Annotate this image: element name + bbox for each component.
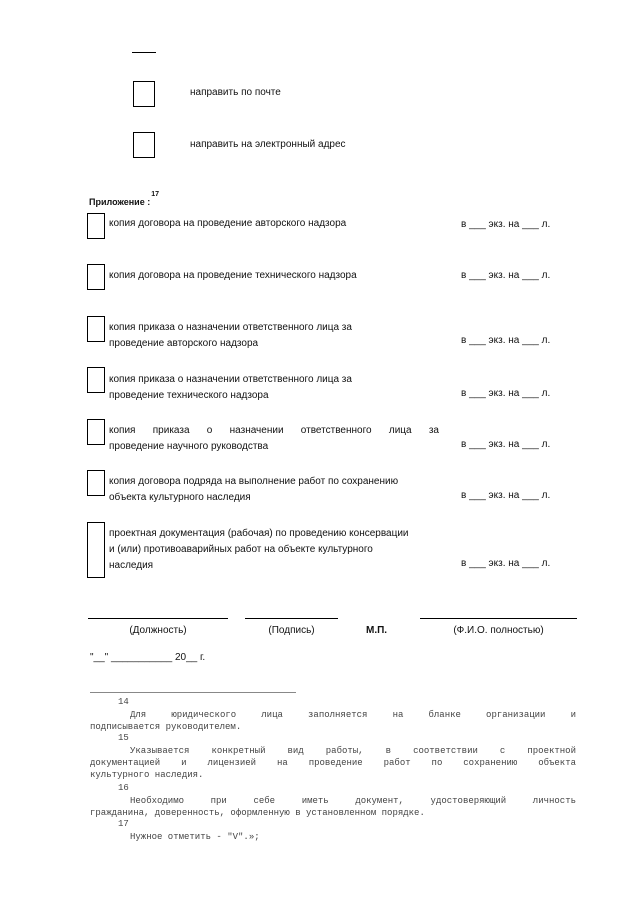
appendix-item-4-line-1: копия приказа о назначении ответственного лица за: [109, 374, 352, 385]
name-line: [420, 618, 577, 619]
appendix-item-4: [109, 372, 439, 404]
signature-line: [245, 618, 338, 619]
appendix-checkbox-2[interactable]: [87, 264, 105, 290]
footnote-16-number: 16: [118, 783, 129, 793]
appendix-title: [89, 191, 160, 207]
appendix-qty-1: в ___ экз. на ___ л.: [461, 219, 551, 230]
appendix-qty-3: в ___ экз. на ___ л.: [461, 335, 551, 346]
appendix-item-6-line-2: объекта культурного наследия: [109, 492, 251, 503]
option-email-label: направить на электронный адрес: [190, 139, 346, 150]
footnote-15-line-3: культурного наследия.: [90, 770, 204, 780]
appendix-item-7-line-2: и (или) противоаварийных работ на объекте культурного: [109, 544, 373, 555]
appendix-title-text: Приложение :: [89, 197, 151, 207]
signature-label: (Подпись): [268, 625, 315, 636]
appendix-qty-5: в ___ экз. на ___ л.: [461, 439, 551, 450]
name-label: (Ф.И.О. полностью): [453, 625, 544, 636]
footnote-separator: [90, 692, 296, 693]
appendix-checkbox-1[interactable]: [87, 213, 105, 239]
blank-line: [132, 52, 156, 53]
footnote-15-line-1: Указывается конкретный вид работы, в соответствии с проектной: [130, 746, 576, 756]
appendix-checkbox-7[interactable]: [87, 522, 105, 578]
appendix-item-3-line-2: проведение авторского надзора: [109, 338, 259, 349]
appendix-qty-7: в ___ экз. на ___ л.: [461, 558, 551, 569]
footnote-17-number: 17: [118, 819, 129, 829]
position-label: (Должность): [129, 625, 187, 636]
email-checkbox[interactable]: [133, 132, 155, 158]
appendix-qty-2: в ___ экз. на ___ л.: [461, 270, 551, 281]
mail-checkbox[interactable]: [133, 81, 155, 107]
appendix-item-1-line-1: копия договора на проведение авторского надзора: [109, 218, 347, 229]
footnote-16-text: [90, 795, 576, 819]
footnote-ref: 17: [151, 191, 160, 198]
footnote-16-line-1: Необходимо при себе иметь документ, удостоверяющий личность: [130, 796, 576, 806]
footnote-15-line-2: документацией и лицензией на проведение работ по сохранению объекта: [90, 758, 576, 768]
appendix-item-2: [109, 268, 439, 284]
appendix-item-5-line-2: проведение научного руководства: [109, 441, 269, 452]
appendix-item-3-line-1: копия приказа о назначении ответственного лица за: [109, 322, 352, 333]
footnote-15-text: [90, 745, 576, 781]
appendix-checkbox-5[interactable]: [87, 419, 105, 445]
appendix-item-6: [109, 474, 449, 506]
appendix-item-5-line-1: копия приказа о назначении ответственного лица за: [109, 425, 439, 436]
stamp-label: М.П.: [366, 625, 388, 636]
option-mail-label: направить по почте: [190, 87, 281, 98]
appendix-qty-6: в ___ экз. на ___ л.: [461, 490, 551, 501]
footnote-14-line-2: подписывается руководителем.: [90, 722, 242, 732]
appendix-item-4-line-2: проведение технического надзора: [109, 390, 269, 401]
appendix-item-7-line-1: проектная документация (рабочая) по проведению консервации: [109, 528, 409, 539]
footnote-15-number: 15: [118, 733, 129, 743]
position-line: [88, 618, 228, 619]
footnote-14-line-1: Для юридического лица заполняется на бланке организации и: [130, 710, 576, 720]
appendix-item-5: [109, 423, 439, 455]
appendix-item-3: [109, 320, 439, 352]
appendix-item-7: [109, 526, 449, 574]
footnote-14-text: [90, 709, 576, 733]
appendix-checkbox-6[interactable]: [87, 470, 105, 496]
footnote-17-text: [90, 831, 576, 843]
footnote-17-line-1: Нужное отметить - "V".»;: [130, 832, 260, 842]
date-field: "__" ___________ 20__ г.: [90, 652, 206, 663]
appendix-qty-4: в ___ экз. на ___ л.: [461, 388, 551, 399]
footnote-14-number: 14: [118, 697, 129, 707]
footnote-16-line-2: гражданина, доверенность, оформленную в установленном порядке.: [90, 808, 425, 818]
appendix-checkbox-3[interactable]: [87, 316, 105, 342]
appendix-item-2-line-1: копия договора на проведение технического надзора: [109, 270, 357, 281]
appendix-item-6-line-1: копия договора подряда на выполнение работ по сохранению: [109, 476, 399, 487]
appendix-item-7-line-3: наследия: [109, 560, 154, 571]
appendix-checkbox-4[interactable]: [87, 367, 105, 393]
appendix-item-1: [109, 216, 439, 232]
